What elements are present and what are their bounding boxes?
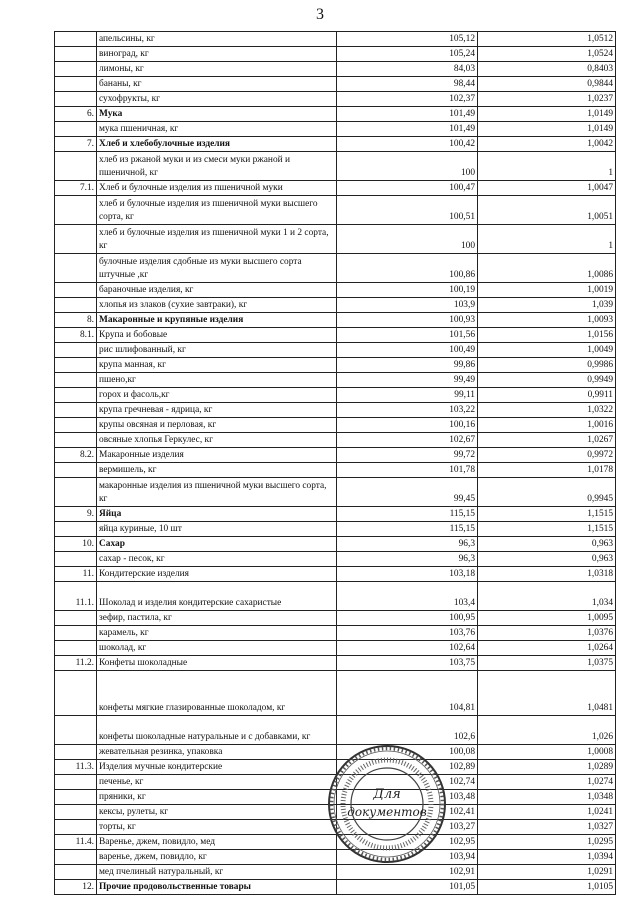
price-index-coefficient-cell: 1,0149 (478, 107, 616, 122)
price-index-percent-cell: 103,48 (337, 790, 478, 805)
price-index-percent-cell: 101,49 (337, 107, 478, 122)
row-number-cell (55, 92, 97, 107)
row-number-cell (55, 641, 97, 656)
row-number-cell (55, 433, 97, 448)
item-name-cell: Прочие продовольственные товары (97, 880, 337, 895)
price-index-coefficient-cell: 1,0274 (478, 775, 616, 790)
stamp-text-line1: Для (373, 787, 401, 802)
price-index-percent-cell: 101,56 (337, 328, 478, 343)
item-name-cell: крупа гречневая - ядрица, кг (97, 403, 337, 418)
price-index-percent-cell: 102,37 (337, 92, 478, 107)
price-index-coefficient-cell: 1,0327 (478, 820, 616, 835)
row-number-cell (55, 820, 97, 835)
item-name-cell: Конфеты шоколадные (97, 656, 337, 671)
price-index-coefficient-cell: 1,0348 (478, 790, 616, 805)
price-index-percent-cell: 96,3 (337, 537, 478, 552)
price-index-coefficient-cell: 0,9844 (478, 77, 616, 92)
item-name-cell: мед пчелиный натуральный, кг (97, 865, 337, 880)
price-index-percent-cell: 99,11 (337, 388, 478, 403)
row-number-cell (55, 254, 97, 283)
table-row (55, 641, 616, 656)
price-index-percent-cell: 100,19 (337, 283, 478, 298)
item-name-cell: Шоколад и изделия кондитерские сахаристые (97, 582, 337, 611)
item-name-cell: шоколад, кг (97, 641, 337, 656)
price-index-coefficient-cell: 1,0086 (478, 254, 616, 283)
price-index-percent-cell: 103,18 (337, 567, 478, 582)
row-number-cell (55, 77, 97, 92)
row-number-cell (55, 343, 97, 358)
table-row (55, 671, 616, 716)
price-index-percent-cell: 103,94 (337, 850, 478, 865)
price-index-percent-cell: 103,75 (337, 656, 478, 671)
item-name-cell: крупы овсяная и перловая, кг (97, 418, 337, 433)
item-name-cell: булочные изделия сдобные из муки высшего сорта штучные ,кг (97, 254, 337, 283)
price-index-percent-cell: 102,64 (337, 641, 478, 656)
price-index-percent-cell: 100 (337, 152, 478, 181)
row-number-cell: 9. (55, 507, 97, 522)
row-number-cell: 7.1. (55, 181, 97, 196)
item-name-cell: лимоны, кг (97, 62, 337, 77)
price-index-percent-cell: 103,4 (337, 582, 478, 611)
row-number-cell: 11.1. (55, 582, 97, 611)
price-index-percent-cell: 100 (337, 225, 478, 254)
item-name-cell: сухофрукты, кг (97, 92, 337, 107)
round-stamp (325, 742, 449, 866)
price-index-coefficient-cell: 1,034 (478, 582, 616, 611)
price-index-coefficient-cell: 1,0289 (478, 760, 616, 775)
row-number-cell (55, 478, 97, 507)
table-row (55, 522, 616, 537)
price-index-coefficient-cell: 1,1515 (478, 507, 616, 522)
row-number-cell (55, 196, 97, 225)
price-index-percent-cell: 115,15 (337, 522, 478, 537)
price-index-coefficient-cell: 1,1515 (478, 522, 616, 537)
item-name-cell: крупа манная, кг (97, 358, 337, 373)
table-row (55, 448, 616, 463)
row-number-cell (55, 745, 97, 760)
price-index-coefficient-cell: 1,0394 (478, 850, 616, 865)
row-number-cell (55, 671, 97, 716)
row-number-cell (55, 611, 97, 626)
table-row (55, 507, 616, 522)
row-number-cell (55, 790, 97, 805)
item-name-cell: конфеты мягкие глазированные шоколадом, кг (97, 671, 337, 716)
row-number-cell (55, 62, 97, 77)
table-row (55, 196, 616, 225)
row-number-cell (55, 32, 97, 47)
table-row (55, 47, 616, 62)
table-row (55, 283, 616, 298)
item-name-cell: апельсины, кг (97, 32, 337, 47)
table-row (55, 122, 616, 137)
table-row (55, 32, 616, 47)
item-name-cell: хлеб из ржаной муки и из смеси муки ржаной и пшеничной, кг (97, 152, 337, 181)
price-index-coefficient-cell: 1,0156 (478, 328, 616, 343)
row-number-cell: 8.2. (55, 448, 97, 463)
table-row (55, 181, 616, 196)
row-number-cell (55, 403, 97, 418)
table-row (55, 152, 616, 181)
price-index-percent-cell: 101,05 (337, 880, 478, 895)
item-name-cell: Мука (97, 107, 337, 122)
price-index-coefficient-cell: 1,0237 (478, 92, 616, 107)
price-index-percent-cell: 104,81 (337, 671, 478, 716)
price-index-coefficient-cell: 1,0512 (478, 32, 616, 47)
price-index-coefficient-cell: 1,0008 (478, 745, 616, 760)
row-number-cell (55, 552, 97, 567)
price-index-percent-cell: 103,27 (337, 820, 478, 835)
table-row (55, 313, 616, 328)
price-index-percent-cell: 102,6 (337, 716, 478, 745)
row-number-cell (55, 850, 97, 865)
item-name-cell: зефир, пастила, кг (97, 611, 337, 626)
item-name-cell: конфеты шоколадные натуральные и с добавками, кг (97, 716, 337, 745)
price-index-coefficient-cell: 0,9972 (478, 448, 616, 463)
price-index-coefficient-cell: 0,9949 (478, 373, 616, 388)
row-number-cell (55, 225, 97, 254)
price-index-coefficient-cell: 0,9911 (478, 388, 616, 403)
row-number-cell (55, 152, 97, 181)
price-index-coefficient-cell: 0,8403 (478, 62, 616, 77)
price-index-percent-cell: 100,93 (337, 313, 478, 328)
price-index-percent-cell: 101,49 (337, 122, 478, 137)
table-row (55, 77, 616, 92)
price-index-coefficient-cell: 1,0267 (478, 433, 616, 448)
item-name-cell: вермишель, кг (97, 463, 337, 478)
price-index-coefficient-cell: 1,0093 (478, 313, 616, 328)
table-row (55, 552, 616, 567)
item-name-cell: Крупа и бобовые (97, 328, 337, 343)
row-number-cell: 10. (55, 537, 97, 552)
table-row (55, 343, 616, 358)
row-number-cell (55, 47, 97, 62)
price-index-percent-cell: 105,24 (337, 47, 478, 62)
table-row (55, 373, 616, 388)
price-index-coefficient-cell: 1,026 (478, 716, 616, 745)
price-index-percent-cell: 101,78 (337, 463, 478, 478)
price-index-percent-cell: 102,91 (337, 865, 478, 880)
price-index-percent-cell: 102,74 (337, 775, 478, 790)
price-index-percent-cell: 103,22 (337, 403, 478, 418)
item-name-cell: торты, кг (97, 820, 337, 835)
table-row (55, 582, 616, 611)
item-name-cell: варенье, джем, повидло, кг (97, 850, 337, 865)
table-row (55, 137, 616, 152)
row-number-cell (55, 283, 97, 298)
price-index-percent-cell: 103,9 (337, 298, 478, 313)
item-name-cell: мука пшеничная, кг (97, 122, 337, 137)
price-index-coefficient-cell: 1,0019 (478, 283, 616, 298)
price-index-coefficient-cell: 1,0481 (478, 671, 616, 716)
price-index-coefficient-cell: 1,0178 (478, 463, 616, 478)
price-index-percent-cell: 103,76 (337, 626, 478, 641)
table-row (55, 865, 616, 880)
table-row (55, 433, 616, 448)
table-row (55, 328, 616, 343)
item-name-cell: кексы, рулеты, кг (97, 805, 337, 820)
price-index-coefficient-cell: 1,0149 (478, 122, 616, 137)
price-index-coefficient-cell: 0,963 (478, 552, 616, 567)
item-name-cell: макаронные изделия из пшеничной муки высшего сорта, кг (97, 478, 337, 507)
price-index-percent-cell: 100,16 (337, 418, 478, 433)
price-index-coefficient-cell: 1,0375 (478, 656, 616, 671)
price-index-coefficient-cell: 0,9986 (478, 358, 616, 373)
row-number-cell (55, 626, 97, 641)
row-number-cell (55, 418, 97, 433)
item-name-cell: бананы, кг (97, 77, 337, 92)
price-index-percent-cell: 102,41 (337, 805, 478, 820)
price-index-coefficient-cell: 0,9945 (478, 478, 616, 507)
row-number-cell: 12. (55, 880, 97, 895)
row-number-cell (55, 522, 97, 537)
item-name-cell: горох и фасоль,кг (97, 388, 337, 403)
row-number-cell (55, 716, 97, 745)
price-index-coefficient-cell: 1,0051 (478, 196, 616, 225)
price-index-coefficient-cell: 1,0049 (478, 343, 616, 358)
row-number-cell: 11. (55, 567, 97, 582)
table-row (55, 388, 616, 403)
table-row (55, 478, 616, 507)
price-index-coefficient-cell: 1,0016 (478, 418, 616, 433)
row-number-cell (55, 463, 97, 478)
item-name-cell: Хлеб и булочные изделия из пшеничной муки (97, 181, 337, 196)
item-name-cell: Варенье, джем, повидло, мед (97, 835, 337, 850)
item-name-cell: Кондитерские изделия (97, 567, 337, 582)
row-number-cell (55, 298, 97, 313)
item-name-cell: хлеб и булочные изделия из пшеничной муки 1 и 2 сорта, кг (97, 225, 337, 254)
row-number-cell (55, 122, 97, 137)
price-index-percent-cell: 96,3 (337, 552, 478, 567)
price-index-percent-cell: 100,49 (337, 343, 478, 358)
item-name-cell: печенье, кг (97, 775, 337, 790)
price-index-coefficient-cell: 0,963 (478, 537, 616, 552)
price-index-coefficient-cell: 1,0524 (478, 47, 616, 62)
row-number-cell (55, 358, 97, 373)
price-index-percent-cell: 102,95 (337, 835, 478, 850)
table-row (55, 880, 616, 895)
price-index-percent-cell: 100,51 (337, 196, 478, 225)
price-index-percent-cell: 99,45 (337, 478, 478, 507)
row-number-cell (55, 388, 97, 403)
item-name-cell: карамель, кг (97, 626, 337, 641)
item-name-cell: Макаронные изделия (97, 448, 337, 463)
table-row (55, 537, 616, 552)
page-number: 3 (316, 6, 324, 23)
price-index-percent-cell: 100,42 (337, 137, 478, 152)
table-row (55, 626, 616, 641)
table-row (55, 567, 616, 582)
row-number-cell (55, 775, 97, 790)
row-number-cell: 11.3. (55, 760, 97, 775)
table-row (55, 107, 616, 122)
price-index-percent-cell: 98,44 (337, 77, 478, 92)
item-name-cell: хлопья из злаков (сухие завтраки), кг (97, 298, 337, 313)
price-index-coefficient-cell: 1,0295 (478, 835, 616, 850)
price-index-coefficient-cell: 1 (478, 152, 616, 181)
price-index-coefficient-cell: 1,0095 (478, 611, 616, 626)
item-name-cell: Макаронные и крупяные изделия (97, 313, 337, 328)
price-index-percent-cell: 115,15 (337, 507, 478, 522)
price-index-coefficient-cell: 1,0042 (478, 137, 616, 152)
price-index-percent-cell: 84,03 (337, 62, 478, 77)
table-row (55, 62, 616, 77)
row-number-cell: 8.1. (55, 328, 97, 343)
item-name-cell: Сахар (97, 537, 337, 552)
table-row (55, 656, 616, 671)
price-index-percent-cell: 100,08 (337, 745, 478, 760)
item-name-cell: жевательная резинка, упаковка (97, 745, 337, 760)
row-number-cell: 6. (55, 107, 97, 122)
price-index-percent-cell: 99,72 (337, 448, 478, 463)
price-index-coefficient-cell: 1,0322 (478, 403, 616, 418)
row-number-cell (55, 865, 97, 880)
row-number-cell: 11.4. (55, 835, 97, 850)
table-row (55, 92, 616, 107)
item-name-cell: пряники, кг (97, 790, 337, 805)
price-index-percent-cell: 100,95 (337, 611, 478, 626)
table-row (55, 254, 616, 283)
table-row (55, 463, 616, 478)
item-name-cell: овсяные хлопья Геркулес, кг (97, 433, 337, 448)
item-name-cell: пшено,кг (97, 373, 337, 388)
table-row (55, 403, 616, 418)
row-number-cell: 11.2. (55, 656, 97, 671)
table-row (55, 358, 616, 373)
price-index-coefficient-cell: 1,0105 (478, 880, 616, 895)
price-index-percent-cell: 99,49 (337, 373, 478, 388)
item-name-cell: бараночные изделия, кг (97, 283, 337, 298)
table-row (55, 611, 616, 626)
item-name-cell: хлеб и булочные изделия из пшеничной муки высшего сорта, кг (97, 196, 337, 225)
price-index-coefficient-cell: 1 (478, 225, 616, 254)
price-index-percent-cell: 100,47 (337, 181, 478, 196)
table-row (55, 418, 616, 433)
price-index-coefficient-cell: 1,0376 (478, 626, 616, 641)
item-name-cell: яйца куриные, 10 шт (97, 522, 337, 537)
stamp-text-line2: документов (347, 805, 427, 819)
row-number-cell (55, 373, 97, 388)
item-name-cell: рис шлифованный, кг (97, 343, 337, 358)
price-index-coefficient-cell: 1,0291 (478, 865, 616, 880)
price-index-coefficient-cell: 1,0241 (478, 805, 616, 820)
price-index-percent-cell: 105,12 (337, 32, 478, 47)
price-index-coefficient-cell: 1,0047 (478, 181, 616, 196)
row-number-cell: 8. (55, 313, 97, 328)
price-index-percent-cell: 100,86 (337, 254, 478, 283)
item-name-cell: Хлеб и хлебобулочные изделия (97, 137, 337, 152)
price-index-percent-cell: 102,89 (337, 760, 478, 775)
item-name-cell: виноград, кг (97, 47, 337, 62)
table-row (55, 716, 616, 745)
item-name-cell: сахар - песок, кг (97, 552, 337, 567)
price-index-percent-cell: 99,86 (337, 358, 478, 373)
row-number-cell: 7. (55, 137, 97, 152)
price-index-coefficient-cell: 1,0264 (478, 641, 616, 656)
table-row (55, 225, 616, 254)
price-index-coefficient-cell: 1,039 (478, 298, 616, 313)
item-name-cell: Изделия мучные кондитерские (97, 760, 337, 775)
price-index-coefficient-cell: 1,0318 (478, 567, 616, 582)
price-index-percent-cell: 102,67 (337, 433, 478, 448)
row-number-cell (55, 805, 97, 820)
item-name-cell: Яйца (97, 507, 337, 522)
table-row (55, 298, 616, 313)
